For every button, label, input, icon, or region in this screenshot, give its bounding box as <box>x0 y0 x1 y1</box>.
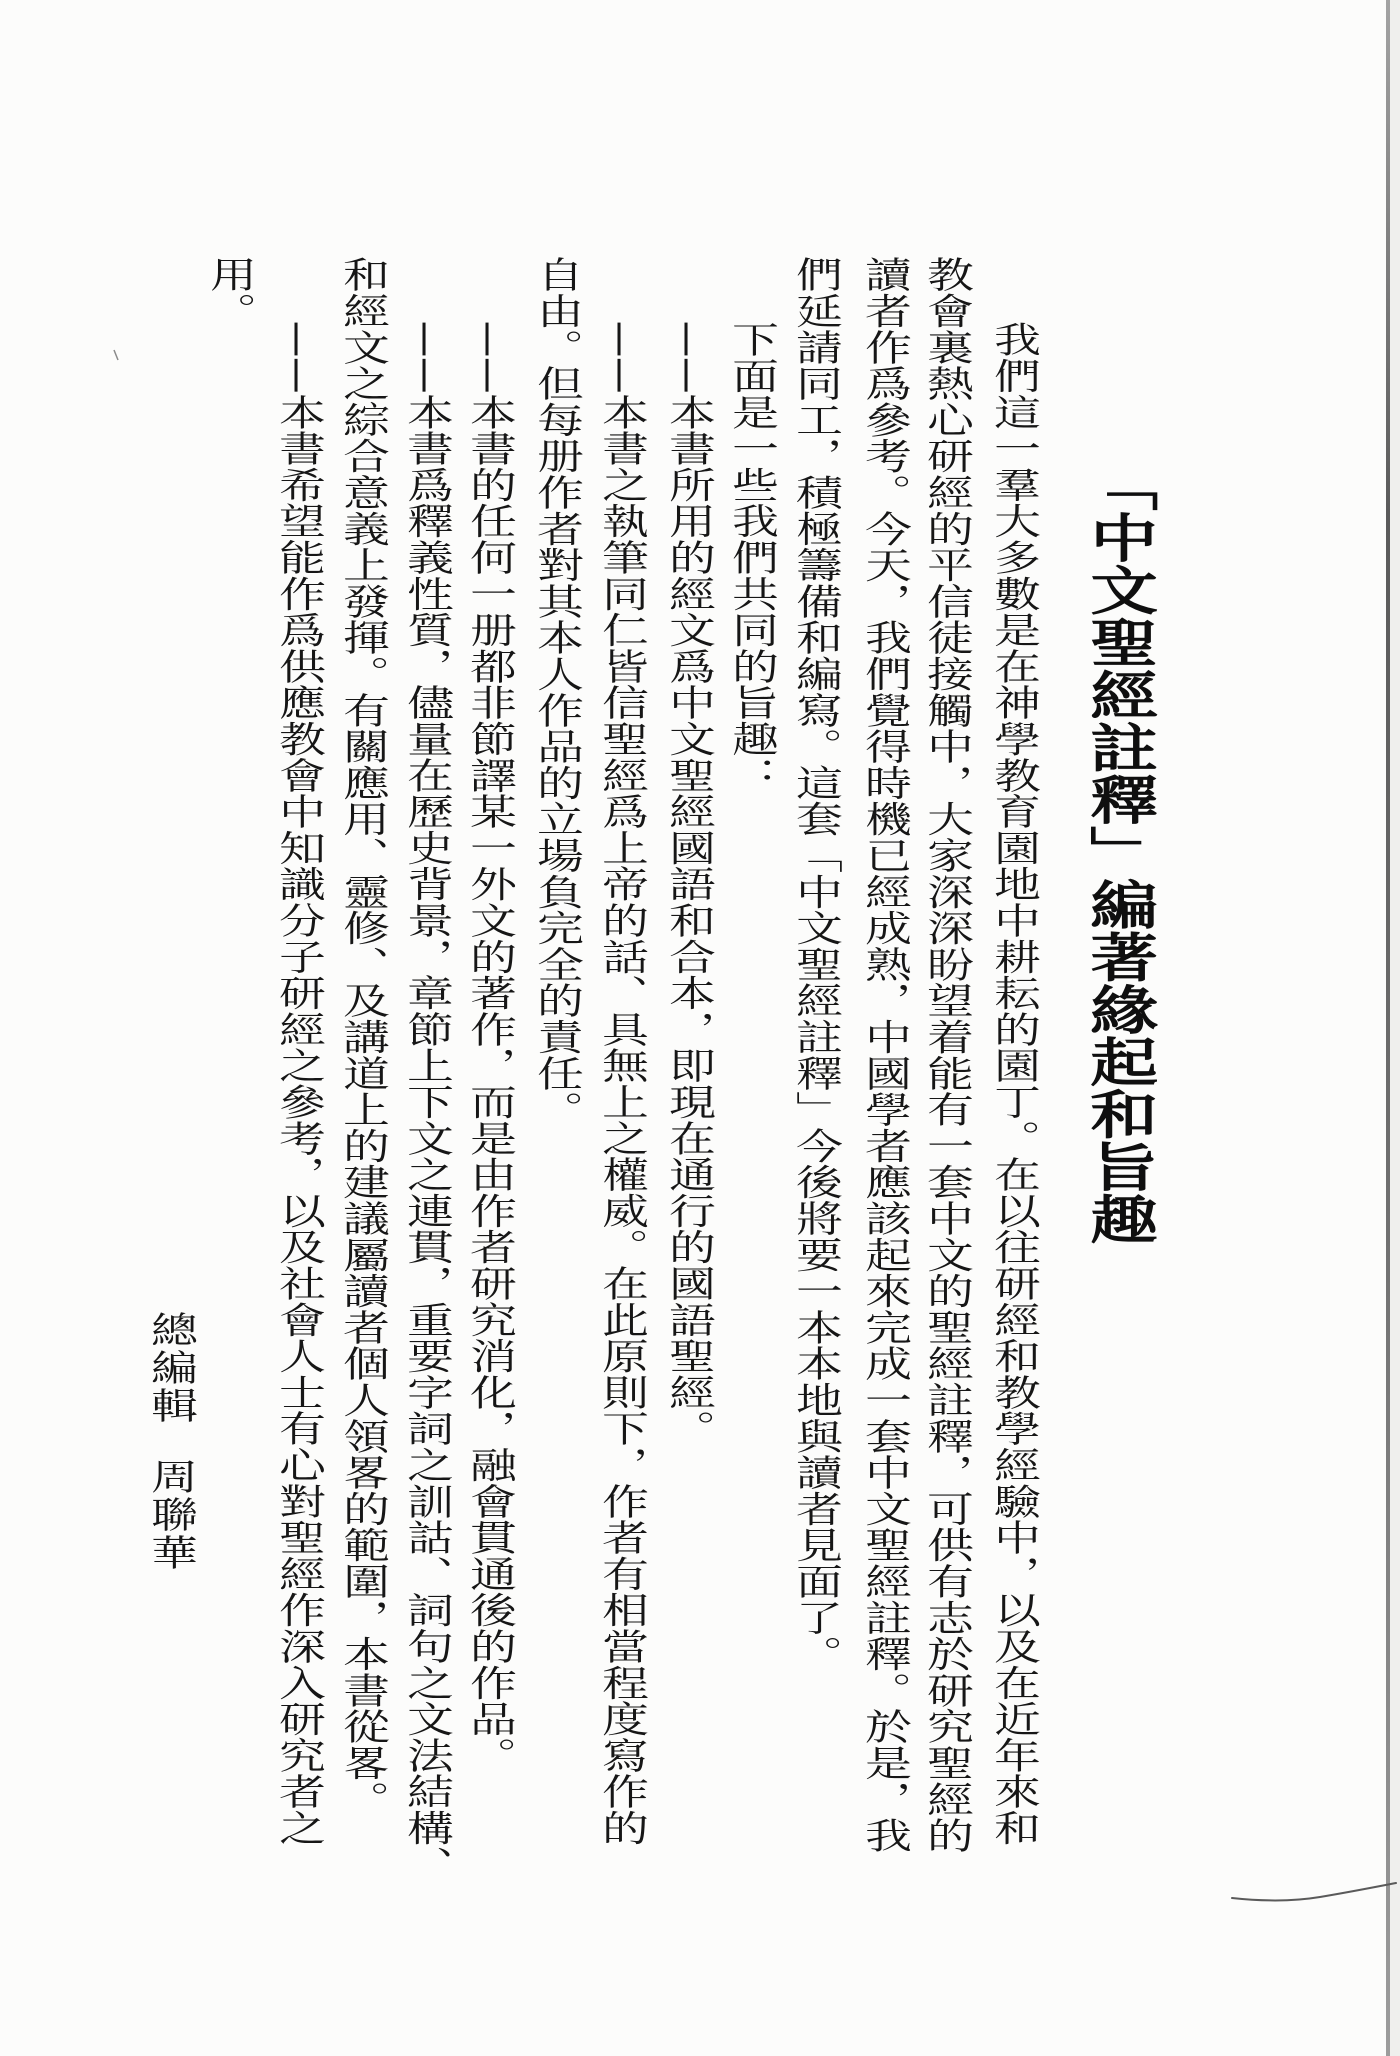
scan-speck <box>112 348 122 364</box>
paragraph-line: 讀者作爲參考。今天，我們覺得時機已經成熟，中國學者應該起來完成一套中文聖經註釋。於是，我 <box>858 256 912 1854</box>
paragraph-line: ——本書的任何一册都非節譯某一外文的著作，而是由作者研究消化，融會貫通後的作品。 <box>463 321 517 1773</box>
page-title: 「中文聖經註釋」編著緣起和旨趣 <box>1078 459 1158 1245</box>
paragraph-line: 下面是一些我們共同的旨趣： <box>725 321 779 793</box>
binding-edge-line <box>1386 0 1390 2056</box>
signature-name: 周聯華 <box>144 1458 198 1572</box>
scan-mark <box>1230 1868 1398 1912</box>
paragraph-line: ——本書所用的經文爲中文聖經國語和合本，即現在通行的國語聖經。 <box>662 321 716 1447</box>
paragraph-line: 和經文之綜合意義上發揮。有關應用、靈修、及講道上的建議屬讀者個人領畧的範圍，本書從畧。 <box>336 256 390 1817</box>
paragraph-line: ——本書爲釋義性質，儘量在歷史背景，章節上下文之連貫，重要字詞之訓詁、詞句之文法結構、 <box>400 321 454 1882</box>
paragraph-line: 們延請同工，積極籌備和編寫。這套「中文聖經註釋」今後將要一本本地與讀者見面了。 <box>789 256 843 1672</box>
paragraph-line: 用。 <box>203 256 257 329</box>
binding-shadow <box>1390 0 1400 2056</box>
paragraph-line: ——本書希望能作爲供應教會中知識分子研經之參考，以及社會人士有心對聖經作深入研究者之 <box>272 321 326 1846</box>
paragraph-line: ——本書之執筆同仁皆信聖經爲上帝的話、具無上之權威。在此原則下，作者有相當程度寫作的 <box>595 321 649 1846</box>
signature-role: 總編輯 <box>144 1311 198 1425</box>
paragraph-line: 教會裏熱心研經的平信徒接觸中，大家深深盼望着能有一套中文的聖經註釋，可供有志於研究聖經的 <box>920 256 974 1854</box>
paragraph-line: 我們這一羣大多數是在神學教育園地中耕耘的園丁。在以往研經和教學經驗中，以及在近年來和 <box>987 321 1041 1846</box>
paragraph-line: 自由。但每册作者對其本人作品的立場負完全的責任。 <box>530 256 584 1128</box>
